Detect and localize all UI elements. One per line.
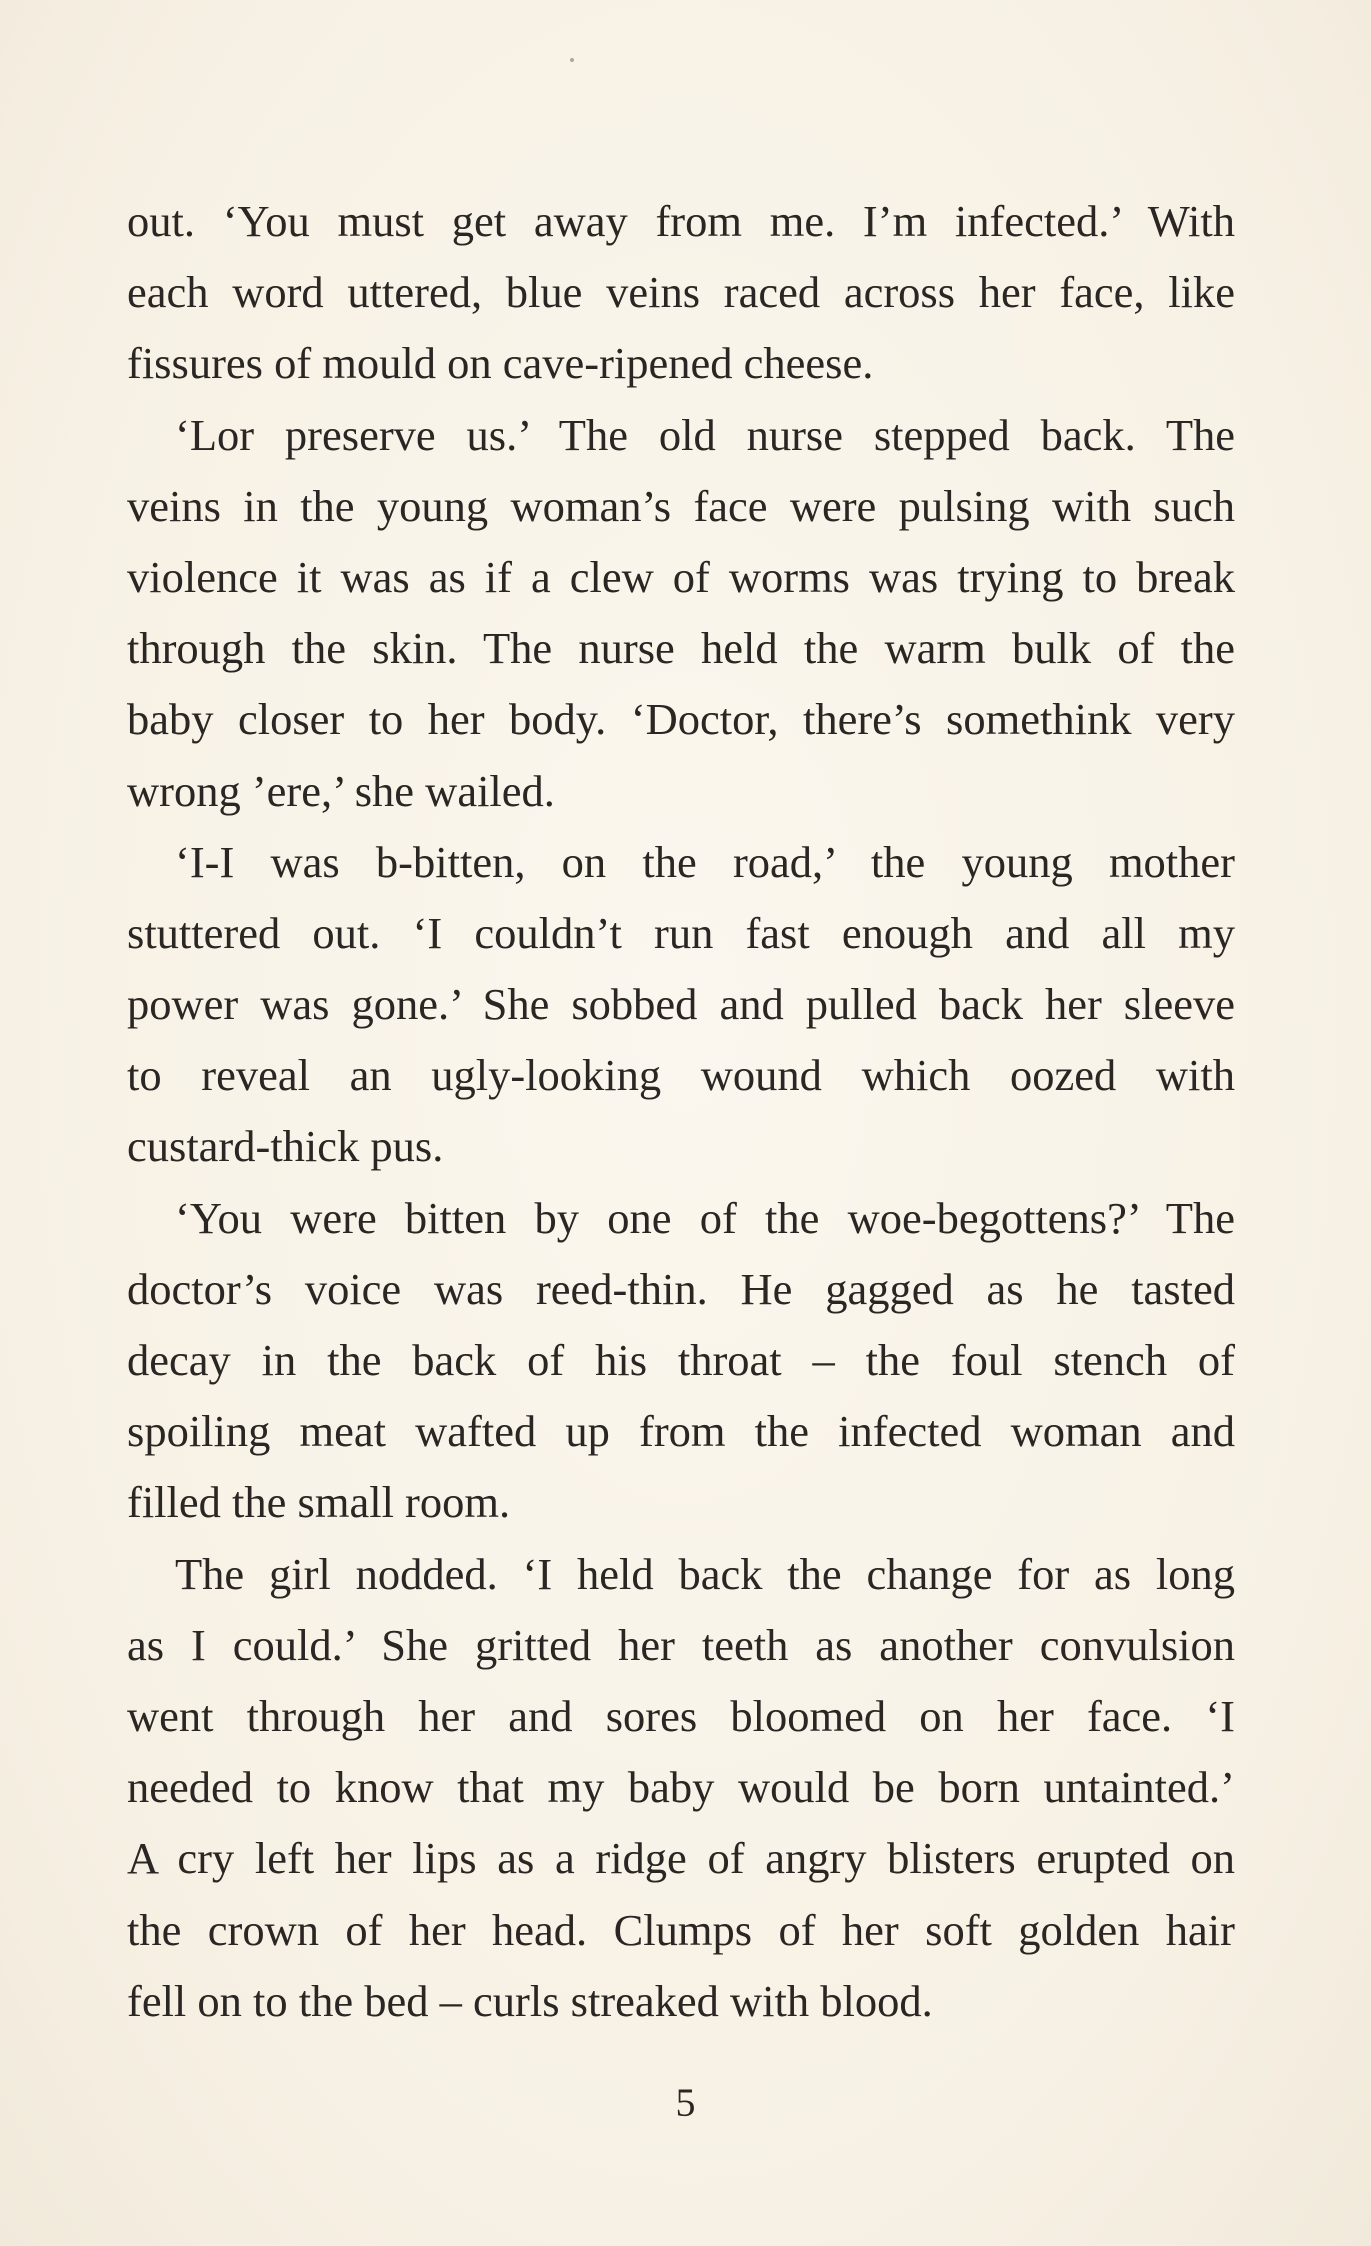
text-line: wrong ’ere,’ she wailed. — [127, 765, 555, 816]
text-line: went through her and sores bloomed on her face. ‘I — [127, 1690, 1235, 1741]
text-line: violence it was as if a clew of worms was trying to break — [127, 551, 1235, 602]
text-line: stuttered out. ‘I couldn’t run fast enough and all my — [127, 907, 1235, 958]
text-line: each word uttered, blue veins raced across her face, like — [127, 267, 1235, 318]
text-line: custard-thick pus. — [127, 1121, 444, 1172]
text-line: fissures of mould on cave-ripened cheese. — [127, 338, 874, 389]
page-number: 5 — [675, 2080, 696, 2125]
paragraph-4 — [127, 1183, 1235, 1539]
paragraph-5 — [127, 1539, 1235, 2037]
body-text — [127, 186, 1235, 2037]
text-line: spoiling meat wafted up from the infected woman and — [127, 1406, 1235, 1457]
text-line: power was gone.’ She sobbed and pulled back her sleeve — [127, 979, 1235, 1030]
text-line: A cry left her lips as a ridge of angry blisters erupted on — [127, 1833, 1235, 1884]
text-line: baby closer to her body. ‘Doctor, there’s somethink very — [127, 694, 1235, 745]
text-line: to reveal an ugly-looking wound which oozed with — [127, 1050, 1235, 1101]
text-line: doctor’s voice was reed-thin. He gagged as he tasted — [127, 1263, 1235, 1314]
text-line: out. ‘You must get away from me. I’m infected.’ With — [127, 196, 1235, 246]
text-line: fell on to the bed – curls streaked with blood. — [127, 1975, 933, 2026]
text-line: the crown of her head. Clumps of her soft golden hair — [127, 1904, 1235, 1955]
text-line: veins in the young woman’s face were pulsing with such — [127, 480, 1235, 531]
text-line: ‘You were bitten by one of the woe-begottens?’ The — [175, 1192, 1235, 1243]
text-line: filled the small room. — [127, 1477, 511, 1528]
text-line: through the skin. The nurse held the warm bulk of the — [127, 623, 1235, 674]
text-line: as I could.’ She gritted her teeth as another convulsion — [127, 1619, 1235, 1670]
text-line: needed to know that my baby would be born untainted.’ — [127, 1762, 1235, 1813]
paragraph-2 — [127, 400, 1235, 827]
text-line: decay in the back of his throat – the foul stench of — [127, 1335, 1235, 1385]
paragraph-1 — [127, 186, 1235, 400]
text-line: ‘I-I was b-bitten, on the road,’ the young mother — [175, 836, 1235, 887]
paragraph-3 — [127, 827, 1235, 1183]
text-line: The girl nodded. ‘I held back the change for as long — [175, 1548, 1235, 1599]
paper-speck — [570, 58, 574, 62]
text-line: ‘Lor preserve us.’ The old nurse stepped back. The — [175, 409, 1235, 460]
